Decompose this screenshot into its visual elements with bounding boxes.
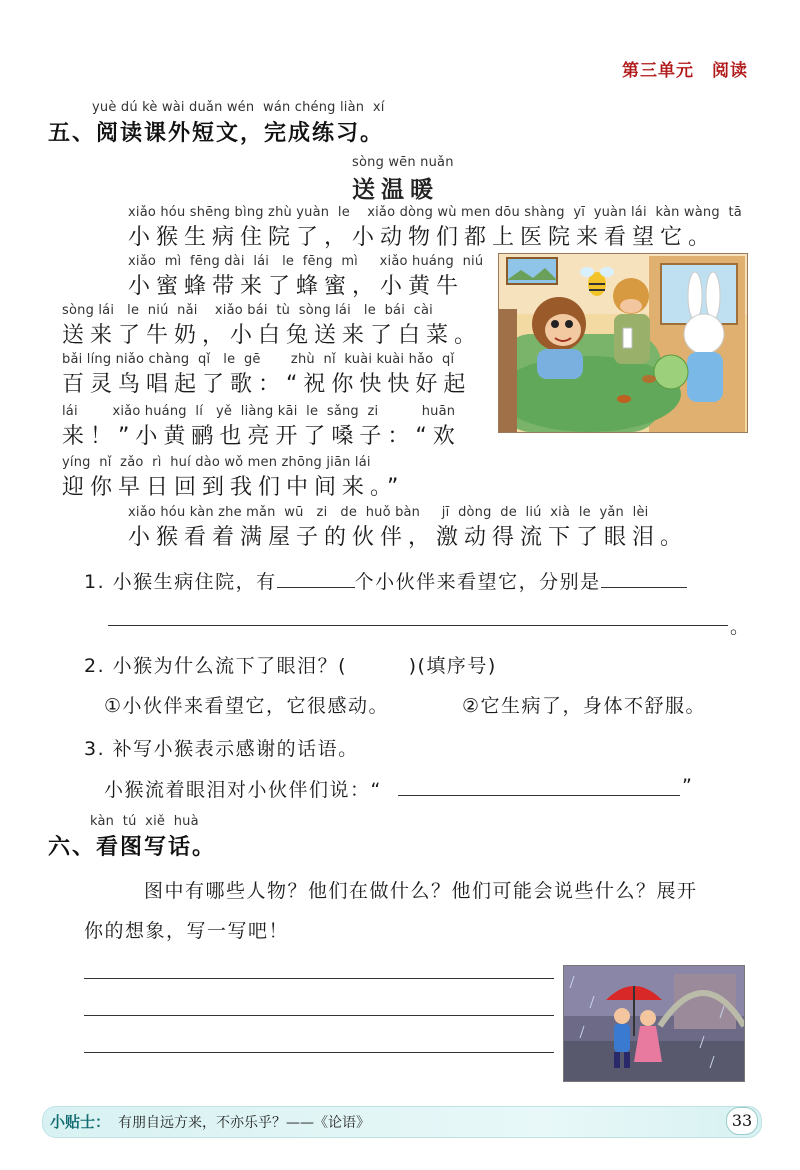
story-line-4: 百灵鸟唱起了歌：“祝你快快好起 bbox=[62, 372, 472, 397]
story-title: 送温暖 bbox=[352, 177, 439, 203]
hospital-visit-illustration bbox=[498, 253, 748, 433]
writing-line-1[interactable] bbox=[84, 978, 554, 979]
story-line-5: 来！”小黄鹂也亮开了嗓子：“欢 bbox=[62, 424, 461, 449]
story-line-6: 迎你早日回到我们中间来。” bbox=[62, 475, 405, 500]
story-line-2: 小蜜蜂带来了蜂蜜，小黄牛 bbox=[128, 274, 465, 299]
section5-pinyin: yuè dú kè wài duǎn wén wán chéng liàn xí bbox=[92, 100, 385, 115]
story-line-4-pinyin: bǎi líng niǎo chàng qǐ le gē zhù nǐ kuài kuài hǎo qǐ bbox=[62, 352, 455, 367]
question-1-text: 1. 小猴生病住院，有 bbox=[84, 571, 277, 593]
story-line-7-pinyin: xiǎo hóu kàn zhe mǎn wū zi de huǒ bàn jī dòng de liú xià le yǎn lèi bbox=[128, 505, 649, 520]
section5-title: 五、阅读课外短文，完成练习。 bbox=[48, 121, 385, 146]
story-line-3-pinyin: sòng lái le niú nǎi xiǎo bái tù sòng lái le bái cài bbox=[62, 303, 433, 318]
story-line-2-pinyin: xiǎo mì fēng dài lái le fēng mì xiǎo huáng niú bbox=[128, 254, 484, 269]
story-line-3: 送来了牛奶，小白兔送来了白菜。 bbox=[62, 323, 483, 348]
page-number: 33 bbox=[726, 1107, 758, 1135]
tip-label: 小贴士： bbox=[50, 1113, 111, 1131]
question-1-count-blank[interactable] bbox=[277, 569, 355, 588]
section6-prompt-line-1: 图中有哪些人物？他们在做什么？他们可能会说些什么？展开 bbox=[144, 880, 698, 902]
story-line-7: 小猴看着满屋子的伙伴，激动得流下了眼泪。 bbox=[128, 525, 689, 550]
question-3-answer-line[interactable] bbox=[398, 795, 680, 796]
writing-line-2[interactable] bbox=[84, 1015, 554, 1016]
question-2-option-2: ②它生病了，身体不舒服。 bbox=[462, 695, 707, 717]
story-line-1: 小猴生病住院了，小动物们都上医院来看望它。 bbox=[128, 225, 717, 250]
story-line-5-pinyin: lái xiǎo huáng lí yě liàng kāi le sǎng zi huān bbox=[62, 404, 456, 419]
section6-prompt-line-2: 你的想象，写一写吧！ bbox=[84, 920, 290, 942]
rainy-umbrella-illustration bbox=[563, 965, 745, 1082]
question-3: 3. 补写小猴表示感谢的话语。 bbox=[84, 738, 359, 760]
question-1-text-2: 个小伙伴来看望它，分别是 bbox=[354, 571, 601, 593]
unit-header: 第三单元 阅读 bbox=[622, 61, 748, 81]
question-1 bbox=[84, 567, 687, 594]
story-title-pinyin: sòng wēn nuǎn bbox=[352, 155, 454, 170]
question-1-names-blank[interactable] bbox=[601, 569, 687, 588]
question-3-prompt: 小猴流着眼泪对小伙伴们说：“ bbox=[104, 779, 382, 801]
question-1-end: 。 bbox=[730, 616, 751, 638]
writing-line-3[interactable] bbox=[84, 1052, 554, 1053]
story-line-6-pinyin: yíng nǐ zǎo rì huí dào wǒ men zhōng jiān lái bbox=[62, 455, 371, 470]
section6-pinyin: kàn tú xiě huà bbox=[90, 814, 199, 829]
question-2: 2. 小猴为什么流下了眼泪？( )(填序号) bbox=[84, 655, 497, 677]
question-3-close-quote: ” bbox=[682, 775, 694, 797]
tip-text: 有朋自远方来，不亦乐乎？——《论语》 bbox=[118, 1115, 370, 1131]
section6-title: 六、看图写话。 bbox=[48, 835, 217, 860]
story-line-1-pinyin: xiǎo hóu shēng bìng zhù yuàn le xiǎo dòng wù men dōu shàng yī yuàn lái kàn wàng tā bbox=[128, 205, 742, 220]
question-1-answer-line[interactable] bbox=[108, 625, 728, 626]
question-2-option-1: ①小伙伴来看望它，它很感动。 bbox=[104, 695, 390, 717]
